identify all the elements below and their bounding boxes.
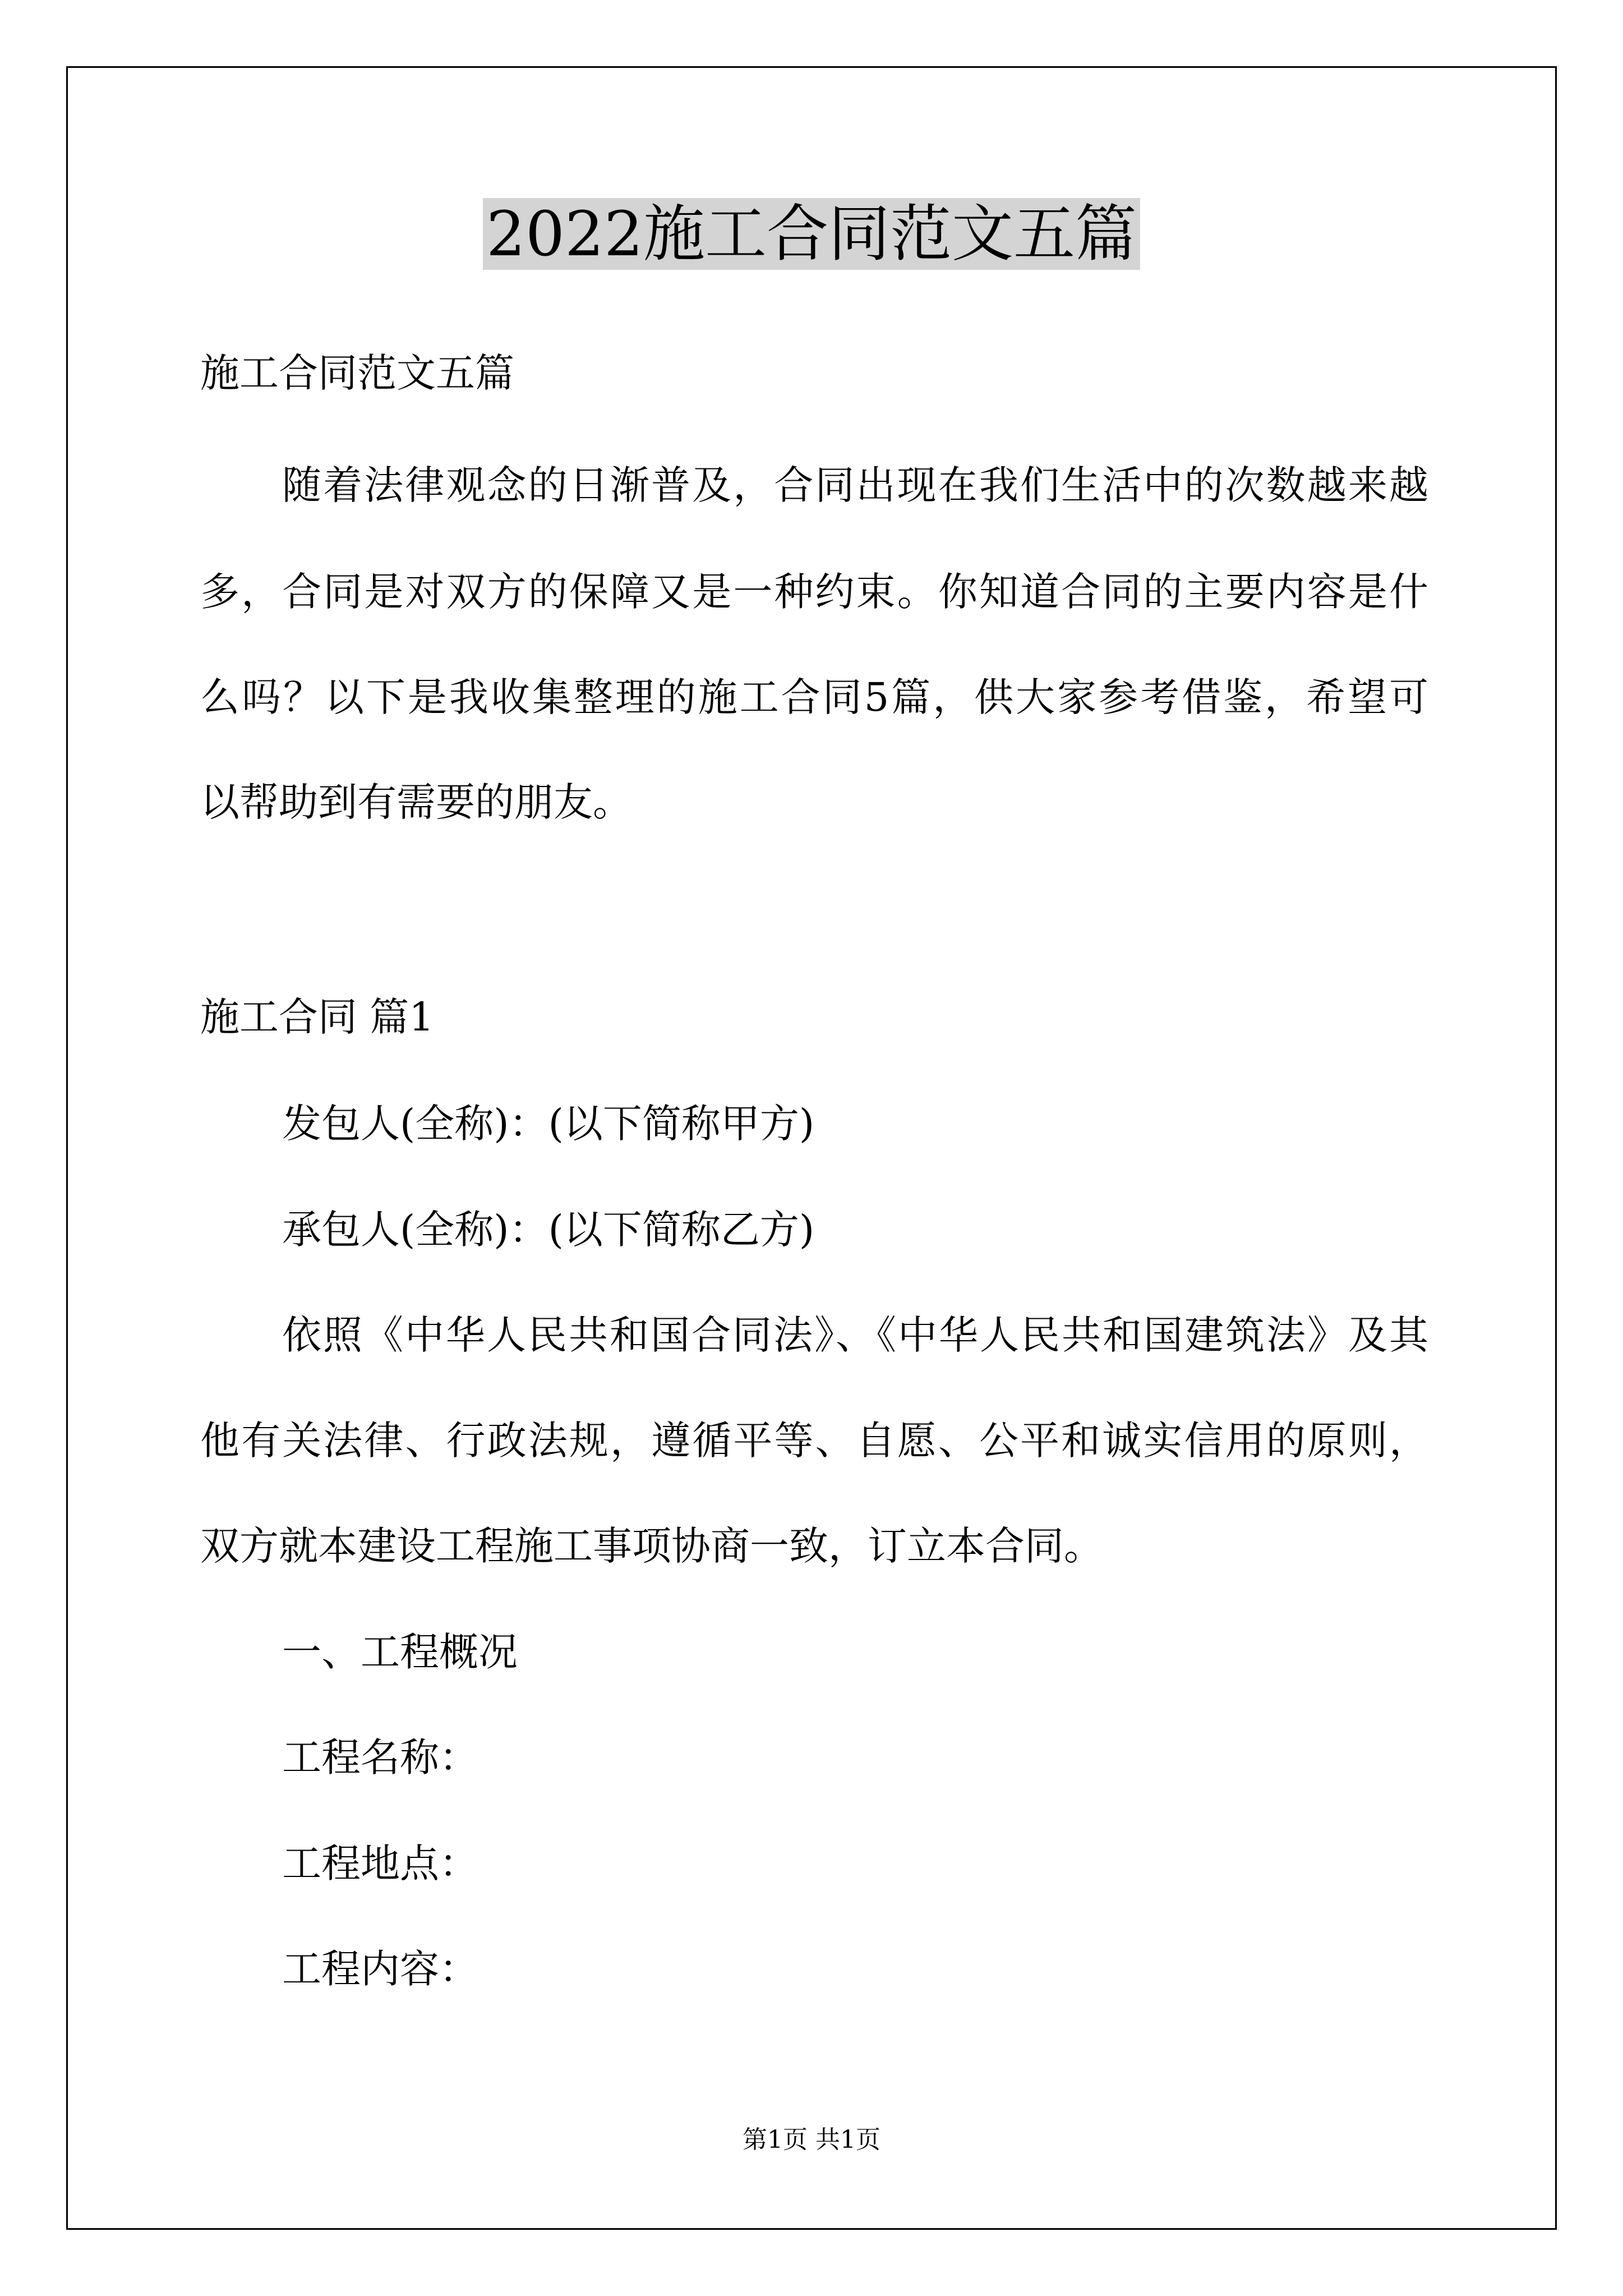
intro-line: 么吗？以下是我收集整理的施工合同5篇，供大家参考借鉴，希望可 [200, 674, 1428, 720]
party-b-line: 承包人(全称)：(以下简称乙方) [282, 1207, 815, 1253]
intro-line: 以帮助到有需要的朋友。 [200, 779, 632, 825]
basis-line: 他有关法律、行政法规，遵循平等、自愿、公平和诚实信用的原则， [200, 1418, 1428, 1464]
page-footer: 第1页 共1页 [743, 2125, 880, 2154]
project-field-location: 工程地点： [282, 1841, 478, 1887]
project-field-content: 工程内容： [282, 1946, 478, 1992]
document-title-text: 2022施工合同范文五篇 [483, 198, 1140, 270]
basis-line: 依照《中华人民共和国合同法》、《中华人民共和国建筑法》及其 [282, 1312, 1428, 1358]
project-field-name: 工程名称： [282, 1734, 478, 1780]
document-title [0, 197, 1623, 270]
intro-line: 随着法律观念的日渐普及，合同出现在我们生活中的次数越来越 [282, 462, 1428, 508]
section-heading: 施工合同 篇1 [200, 994, 434, 1040]
clause-heading: 一、工程概况 [282, 1629, 518, 1675]
subtitle: 施工合同范文五篇 [200, 350, 514, 396]
party-a-line: 发包人(全称)：(以下简称甲方) [282, 1101, 815, 1147]
intro-line: 多，合同是对双方的保障又是一种约束。你知道合同的主要内容是什 [200, 569, 1428, 615]
basis-line: 双方就本建设工程施工事项协商一致，订立本合同。 [200, 1523, 1103, 1569]
